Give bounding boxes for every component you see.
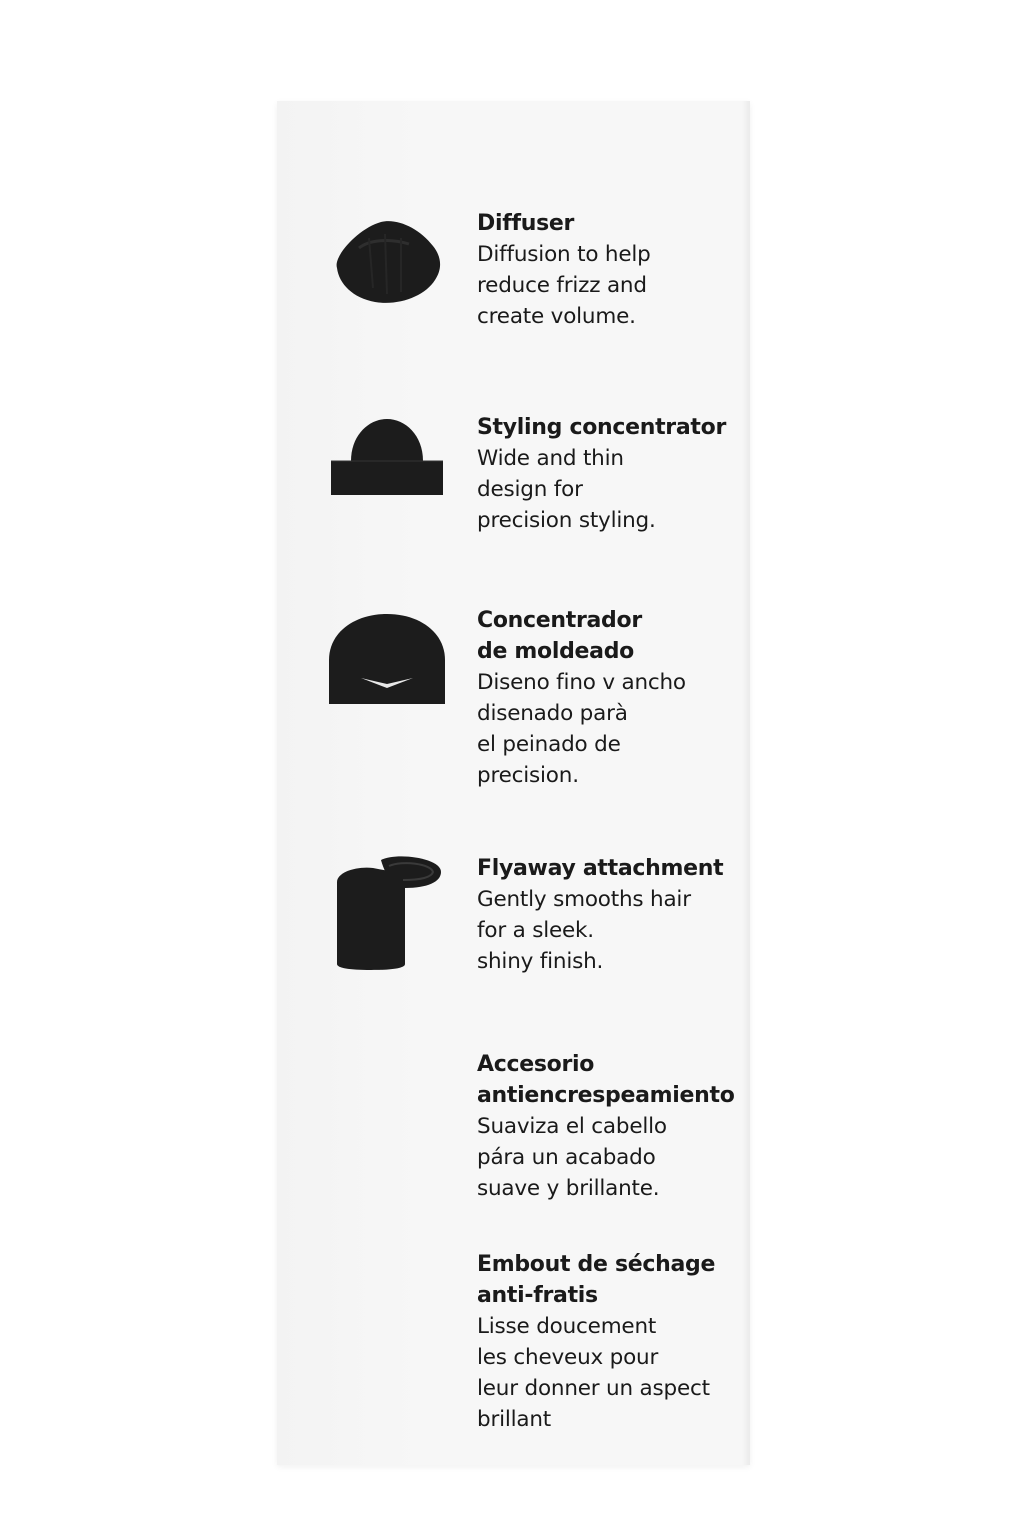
feature-accesorio (477, 1049, 747, 1204)
feature-title: Diffuser (477, 211, 575, 236)
flyaway-attachment-icon (333, 854, 445, 972)
feature-description: Diffusion to help reduce frizz and create volume. (477, 242, 651, 329)
feature-embout (477, 1249, 747, 1435)
feature-description: Lisse doucement les cheveux pour leur donner un aspect brillant (477, 1314, 710, 1432)
feature-description: Wide and thin design for precision styling. (477, 446, 656, 533)
concentrador-icon (327, 612, 447, 708)
feature-flyaway-attachment (477, 853, 747, 977)
feature-title: Embout de séchage anti-fratis (477, 1252, 716, 1308)
feature-title: Flyaway attachment (477, 856, 724, 881)
feature-styling-concentrator (477, 412, 747, 536)
diffuser-icon (329, 218, 443, 308)
feature-diffuser (477, 208, 747, 332)
feature-description: Gently smooths hair for a sleek. shiny finish. (477, 887, 691, 974)
feature-description: Suaviza el cabello pára un acabado suave y brillante. (477, 1114, 667, 1201)
feature-concentrador (477, 605, 747, 791)
feature-title: Accesorio antiencrespeamiento (477, 1052, 735, 1108)
feature-title: Styling concentrator (477, 415, 726, 440)
styling-concentrator-icon (329, 417, 445, 499)
feature-description: Diseno fino v ancho disenado parà el peinado de precision. (477, 670, 686, 788)
feature-title: Concentrador de moldeado (477, 608, 642, 664)
